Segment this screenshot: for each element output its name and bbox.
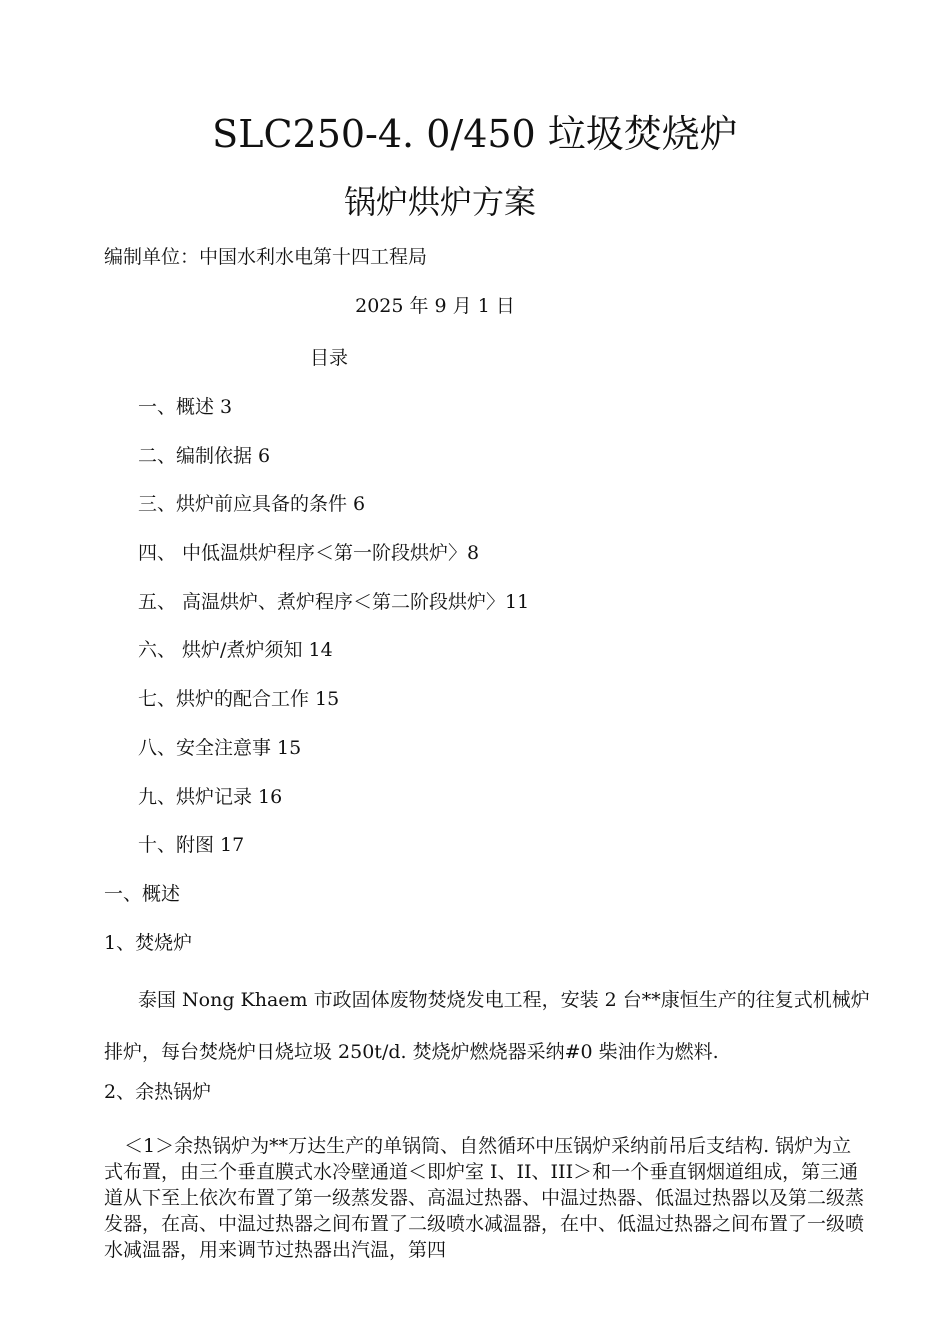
toc-item[interactable]: 五、 高温烘炉、煮炉程序＜第二阶段烘炉〉11 xyxy=(138,590,530,613)
toc-item[interactable]: 二、编制依据 6 xyxy=(138,444,271,467)
toc-item[interactable]: 三、烘炉前应具备的条件 6 xyxy=(138,493,366,516)
toc-item[interactable]: 九、烘炉记录 16 xyxy=(138,785,283,808)
section-heading-overview: 一、概述 xyxy=(104,883,181,905)
table-of-contents xyxy=(138,393,529,880)
toc-item[interactable]: 十、附图 17 xyxy=(138,834,245,857)
waste-heat-boiler-paragraph: ＜1＞余热锅炉为**万达生产的单锅筒、自然循环中压锅炉采纳前吊后支结构. 锅炉为立式布置，由三个垂直膜式水冷壁通道＜即炉室 I、II、III＞和一个垂直钢烟道组成，第三通道从下至上依次布置了第一级蒸发器、高温过热器、中温过热器、低温过热器以及第二级蒸发器，在高、中温过热器之间布置了二级喷水减温器，在中、低温过热器之间布置了一级喷水减温器，用来调节过热器出汽温，第四 xyxy=(104,1135,864,1261)
toc-item[interactable]: 七、烘炉的配合工作 15 xyxy=(138,688,340,711)
document-subtitle: 锅炉烘炉方案 xyxy=(343,183,536,221)
toc-item[interactable]: 六、 烘炉/煮炉须知 14 xyxy=(138,639,333,662)
toc-item[interactable]: 一、概述 3 xyxy=(138,396,233,418)
subsection-heading-waste-heat-boiler: 2、余热锅炉 xyxy=(104,1081,212,1103)
subsection-heading-incinerator: 1、焚烧炉 xyxy=(104,932,193,954)
incinerator-paragraph: 泰国 Nong Khaem 市政固体废物焚烧发电工程，安装 2 台**康恒生产的往复式机械炉排炉，每台焚烧炉日烧垃圾 250t/d. 焚烧炉燃烧器采纳#0 柴油作为燃料. xyxy=(104,989,870,1063)
toc-item[interactable]: 四、 中低温烘炉程序＜第一阶段烘炉〉8 xyxy=(138,542,480,565)
toc-item[interactable]: 八、安全注意事 15 xyxy=(138,736,302,759)
compiler-line: 编制单位：中国水利水电第十四工程局 xyxy=(104,246,428,268)
document-date: 2025 年 9 月 1 日 xyxy=(355,295,515,317)
document-title: SLC250-4. 0/450 垃圾焚烧炉 xyxy=(212,112,738,156)
toc-title: 目录 xyxy=(310,347,349,369)
